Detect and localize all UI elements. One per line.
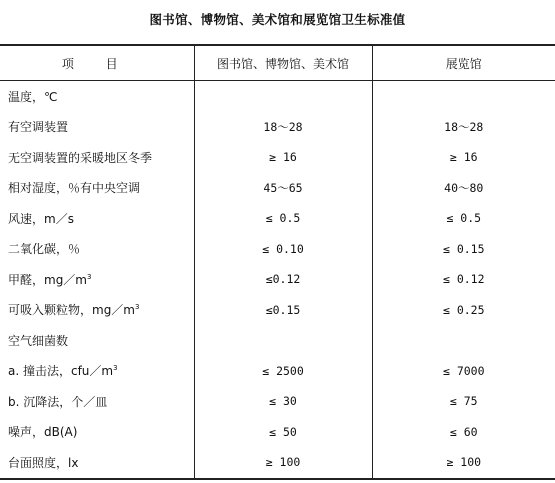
row-item: 噪声，dB(A) <box>8 425 78 440</box>
table-header-row <box>0 45 555 81</box>
superscript: 3 <box>135 303 140 312</box>
row-item: 有空调装置 <box>8 120 69 135</box>
row-item: b. 沉降法，个／皿 <box>8 394 108 409</box>
library-value <box>194 81 372 112</box>
header-library-museum-gallery: 图书馆、博物馆、美术馆 <box>194 45 372 81</box>
exhibition-value <box>372 325 555 356</box>
library-value: ≤ 0.10 <box>194 234 372 265</box>
library-value: ≤ 0.5 <box>194 203 372 234</box>
table-title: 图书馆、博物馆、美术馆和展览馆卫生标准值 <box>149 12 406 27</box>
table-row <box>0 295 555 326</box>
library-value: ≤0.15 <box>194 295 372 326</box>
library-value: 18～28 <box>194 112 372 143</box>
table-row <box>0 81 555 112</box>
library-value: ≥ 100 <box>194 447 372 479</box>
library-value: ≤ 30 <box>194 386 372 417</box>
exhibition-value: 40～80 <box>372 173 555 204</box>
table-row <box>0 264 555 295</box>
row-item: 甲醛，$mg/m^3$ <box>8 272 92 287</box>
hygiene-standard-table <box>0 44 555 480</box>
exhibition-value: ≥ 100 <box>372 447 555 479</box>
table-row <box>0 356 555 387</box>
table-row <box>0 386 555 417</box>
row-item: 二氧化碳，％ <box>8 242 81 257</box>
exhibition-value: ≤ 0.5 <box>372 203 555 234</box>
table-row <box>0 417 555 448</box>
table-row <box>0 234 555 265</box>
table-row <box>0 173 555 204</box>
row-item: 可吸入颗粒物，$mg/m^3$ <box>8 303 140 318</box>
superscript: 3 <box>113 364 118 373</box>
exhibition-value: 18～28 <box>372 112 555 143</box>
table-row <box>0 325 555 356</box>
row-item: 风速，m／s <box>8 211 74 226</box>
row-item: 相对湿度，％有中央空调 <box>8 181 141 196</box>
library-value: ≤ 2500 <box>194 356 372 387</box>
library-value <box>194 325 372 356</box>
row-item: 温度，℃ <box>8 89 58 104</box>
exhibition-value: ≤ 0.12 <box>372 264 555 295</box>
header-item: 项 目 <box>0 45 194 81</box>
exhibition-value: ≤ 75 <box>372 386 555 417</box>
exhibition-value: ≤ 0.25 <box>372 295 555 326</box>
row-item: a. 撞击法，$cfu/m^3$ <box>8 364 118 379</box>
exhibition-value: ≤ 0.15 <box>372 234 555 265</box>
library-value: ≥ 16 <box>194 142 372 173</box>
library-value: ≤0.12 <box>194 264 372 295</box>
table-row <box>0 203 555 234</box>
exhibition-value: ≤ 7000 <box>372 356 555 387</box>
table-row <box>0 447 555 479</box>
superscript: 3 <box>87 272 92 281</box>
exhibition-value: ≤ 60 <box>372 417 555 448</box>
table-row <box>0 112 555 143</box>
row-item: 空气细菌数 <box>8 333 69 348</box>
header-exhibition-hall: 展览馆 <box>372 45 555 81</box>
row-item: 台面照度，lx <box>0 447 194 479</box>
row-item: 无空调装置的采暖地区冬季 <box>8 150 153 165</box>
table-row <box>0 142 555 173</box>
library-value: ≤ 50 <box>194 417 372 448</box>
exhibition-value <box>372 81 555 112</box>
exhibition-value: ≥ 16 <box>372 142 555 173</box>
library-value: 45～65 <box>194 173 372 204</box>
